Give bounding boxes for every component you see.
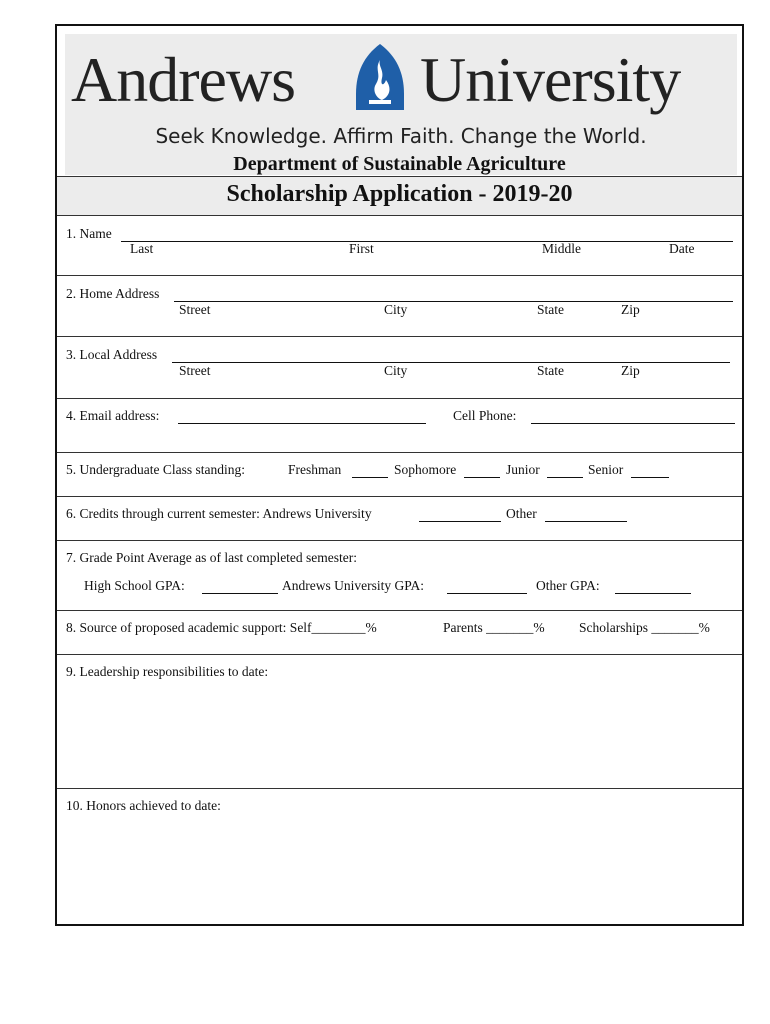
other-credits-label: Other (506, 506, 537, 521)
form-title: Scholarship Application - 2019-20 (57, 176, 742, 216)
sub-label-zip: Zip (621, 363, 640, 378)
sub-label-state: State (537, 302, 564, 317)
sub-label-city: City (384, 302, 408, 317)
sub-label-middle: Middle (542, 241, 581, 256)
flame-logo-icon (352, 42, 408, 112)
credits-label: 6. Credits through current semester: Andrews University (66, 506, 372, 521)
honors-label: 10. Honors achieved to date: (66, 798, 221, 813)
other-gpa-label: Other GPA: (536, 578, 600, 593)
tagline: Seek Knowledge. Affirm Faith. Change the World. (155, 124, 647, 148)
local-address-label: 3. Local Address (66, 347, 158, 362)
support-self-label[interactable]: 8. Source of proposed academic support: Self________% (66, 620, 377, 635)
option-freshman-label: Freshman (288, 462, 342, 477)
sub-label-state: State (537, 363, 564, 378)
andrews-credits-blank[interactable] (419, 521, 501, 522)
high-school-gpa-label: High School GPA: (84, 578, 185, 593)
support-scholarships-label[interactable]: Scholarships _______% (579, 620, 710, 635)
local-address-field-line[interactable] (172, 362, 730, 363)
cell-phone-field-line[interactable] (531, 423, 735, 424)
leadership-label: 9. Leadership responsibilities to date: (66, 664, 269, 679)
sub-label-zip: Zip (621, 302, 640, 317)
cell-phone-label: Cell Phone: (453, 408, 517, 423)
class-standing-row (57, 452, 742, 497)
andrews-gpa-label: Andrews University GPA: (282, 578, 425, 593)
sub-label-city: City (384, 363, 408, 378)
name-field-line[interactable] (121, 241, 733, 242)
option-senior-label: Senior (588, 462, 624, 477)
leadership-row[interactable] (57, 654, 742, 789)
gpa-row (57, 540, 742, 611)
sub-label-first: First (349, 241, 374, 256)
option-sophomore-label: Sophomore (394, 462, 457, 477)
logo-word-university: University (420, 44, 681, 115)
andrews-gpa-blank[interactable] (447, 593, 527, 594)
home-address-field-line[interactable] (174, 301, 733, 302)
support-parents-label[interactable]: Parents _______% (443, 620, 545, 635)
class-standing-label: 5. Undergraduate Class standing: (66, 462, 245, 477)
sub-label-street: Street (179, 363, 211, 378)
application-form (55, 24, 744, 926)
junior-blank[interactable] (547, 477, 583, 478)
name-label: 1. Name (66, 226, 112, 241)
department-title: Department of Sustainable Agriculture (233, 153, 566, 175)
sub-label-street: Street (179, 302, 211, 317)
home-address-label: 2. Home Address (66, 286, 160, 301)
senior-blank[interactable] (631, 477, 669, 478)
high-school-gpa-blank[interactable] (202, 593, 278, 594)
sophomore-blank[interactable] (464, 477, 500, 478)
gpa-label: 7. Grade Point Average as of last completed semester: (66, 550, 358, 565)
other-credits-blank[interactable] (545, 521, 627, 522)
sub-label-date: Date (669, 241, 695, 256)
option-junior-label: Junior (506, 462, 540, 477)
name-row (57, 215, 742, 276)
contact-row (57, 398, 742, 453)
home-address-row (57, 275, 742, 337)
local-address-row (57, 336, 742, 399)
logo-word-andrews: Andrews (71, 44, 296, 115)
credits-row (57, 496, 742, 541)
email-field-line[interactable] (178, 423, 426, 424)
email-label: 4. Email address: (66, 408, 160, 423)
other-gpa-blank[interactable] (615, 593, 691, 594)
sub-label-last: Last (130, 241, 154, 256)
freshman-blank[interactable] (352, 477, 388, 478)
support-row (57, 610, 742, 655)
honors-row[interactable] (57, 788, 742, 924)
